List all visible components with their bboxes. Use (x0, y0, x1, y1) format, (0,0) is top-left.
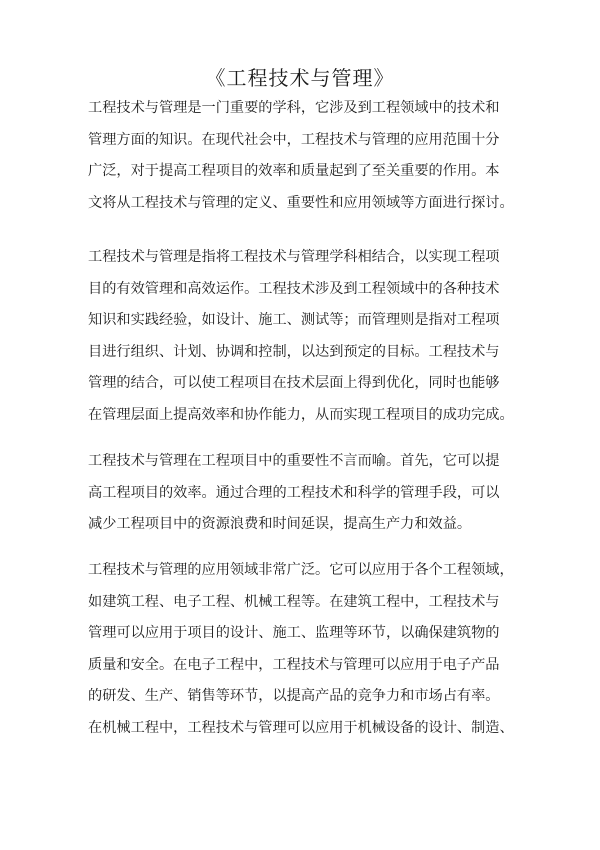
paragraph-line: 工程技术与管理在工程项目中的重要性不言而喻。首先，它可以提 (88, 453, 500, 469)
paragraph-line: 管理可以应用于项目的设计、施工、监理等环节，以确保建筑物的 (88, 625, 500, 642)
paragraph-line: 知识和实践经验，如设计、施工、测试等；而管理则是指对工程项 (88, 312, 500, 329)
paragraph-line: 工程技术与管理的应用领域非常广泛。它可以应用于各个工程领域， (88, 562, 514, 578)
paragraph-line: 目进行组织、计划、协调和控制，以达到预定的目标。工程技术与 (88, 343, 500, 360)
paragraph-line: 高工程项目的效率。通过合理的工程技术和科学的管理手段，可以 (88, 484, 500, 501)
paragraph-line: 广泛，对于提高工程项目的效率和质量起到了至关重要的作用。本 (88, 163, 500, 180)
paragraph-line: 目的有效管理和高效运作。工程技术涉及到工程领域中的各种技术 (88, 280, 500, 297)
paragraph-line: 减少工程项目中的资源浪费和时间延误，提高生产力和效益。 (88, 516, 472, 533)
paragraph-1 (88, 93, 528, 219)
paragraph-2 (88, 242, 528, 432)
document-title: 《工程技术与管理》 (205, 66, 395, 90)
paragraph-line: 文将从工程技术与管理的定义、重要性和应用领域等方面进行探讨。 (88, 194, 514, 211)
paragraph-line: 如建筑工程、电子工程、机械工程等。在建筑工程中，工程技术与 (88, 593, 500, 610)
paragraph-line: 管理的结合，可以使工程项目在技术层面上得到优化，同时也能够 (88, 375, 500, 392)
paragraph-line: 质量和安全。在电子工程中，工程技术与管理可以应用于电子产品 (88, 656, 500, 673)
paragraph-line: 管理方面的知识。在现代社会中，工程技术与管理的应用范围十分 (88, 131, 500, 148)
paragraph-line: 工程技术与管理是一门重要的学科，它涉及到工程领域中的技术和 (88, 100, 500, 116)
paragraph-line: 在管理层面上提高效率和协作能力，从而实现工程项目的成功完成。 (88, 406, 514, 423)
paragraph-4 (88, 555, 528, 745)
paragraph-line: 的研发、生产、销售等环节，以提高产品的竞争力和市场占有率。 (88, 688, 500, 705)
paragraph-3 (88, 446, 528, 541)
paragraph-line: 工程技术与管理是指将工程技术与管理学科相结合，以实现工程项 (88, 249, 500, 265)
paragraph-line: 在机械工程中，工程技术与管理可以应用于机械设备的设计、制造、 (88, 719, 514, 736)
